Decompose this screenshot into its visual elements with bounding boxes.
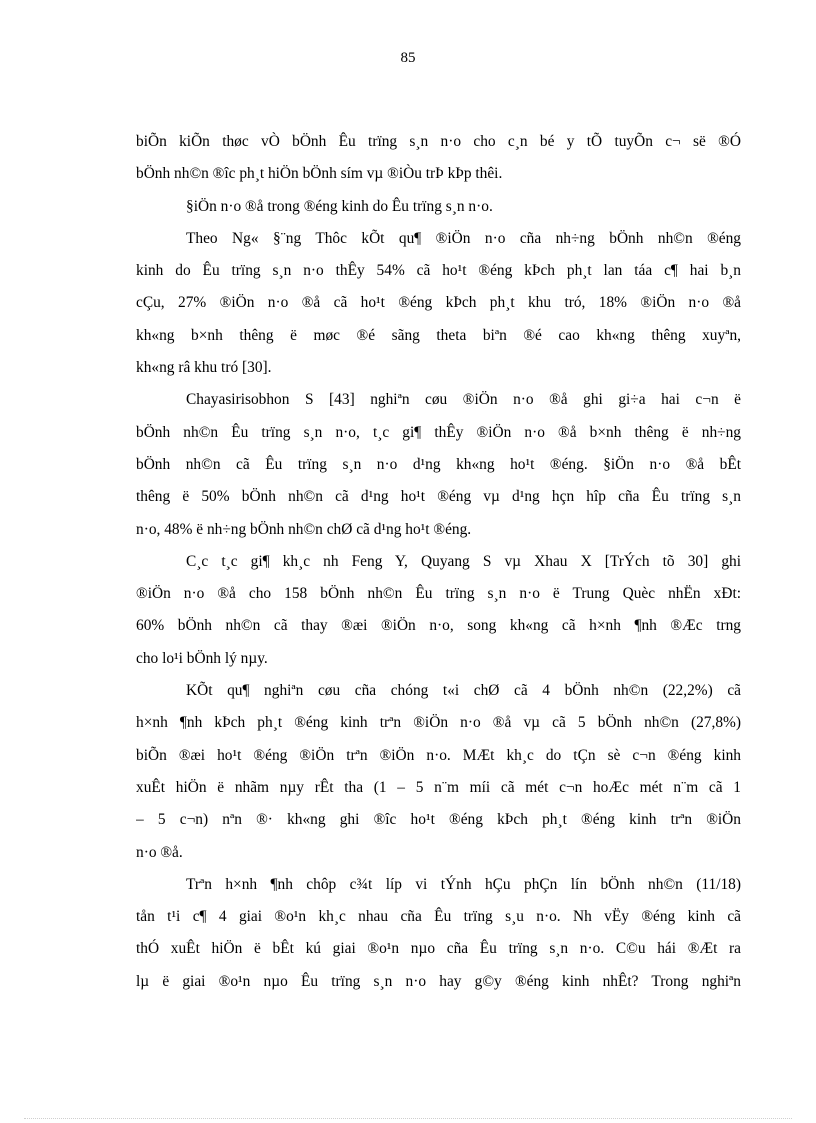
body-text [136,126,741,998]
text-line: n·o, 48% ë nh÷ng bÖnh nh©n chØ cã d¹ng ho¹t ®éng. [136,520,472,538]
page-bottom-divider [24,1118,792,1119]
text-line: bÖnh nh©n cã Êu trïng s¸n n·o d¹ng kh«ng ho¹t ®éng. §iÖn n·o ®å bÊt [136,455,741,473]
text-line: §iÖn n·o ®å trong ®éng kinh do Êu trïng s¸n n·o. [186,197,493,215]
text-line: h×nh ¶nh kÞch ph¸t ®éng kinh trªn ®iÖn n·o ®å vµ cã 5 bÖnh nh©n (27,8%) [136,714,741,732]
text-line: tån t¹i c¶ 4 giai ®o¹n kh¸c nhau cña Êu trïng s¸u n·o. Nh vËy ®éng kinh cã [136,908,741,926]
text-line: cho lo¹i bÖnh lý nµy. [136,649,268,667]
text-line: cÇu, 27% ®iÖn n·o ®å cã ho¹t ®éng kÞch ph¸t khu tró, 18% ®iÖn n·o ®å [136,294,741,312]
text-line: kh«ng râ khu tró [30]. [136,359,272,377]
text-line: lµ ë giai ®o¹n nµo Êu trïng s¸n n·o hay g©y ®éng kinh nhÊt? Trong nghiªn [136,972,741,990]
text-line: ®iÖn n·o ®å cho 158 bÖnh nh©n Êu trïng s¸n n·o ë Trung Quèc nhËn xÐt: [136,585,741,603]
text-line: thÓ xuÊt hiÖn ë bÊt kú giai ®o¹n nµo cña Êu trïng s¸n n·o. C©u hái ®Æt ra [136,940,741,958]
text-line: n·o ®å. [136,843,183,861]
page-number: 85 [400,50,416,66]
text-line: Theo Ng« §¨ng Thôc kÕt qu¶ ®iÖn n·o cña nh÷ng bÖnh nh©n ®éng [186,229,741,247]
text-line: xuÊt hiÖn ë nhãm nµy rÊt tha (1 – 5 n¨m míi cã mét c¬n hoÆc mét n¨m cã 1 [136,778,741,796]
text-line: C¸c t¸c gi¶ kh¸c nh Feng Y, Quyang S vµ Xhau X [TrÝch tõ 30] ghi [186,552,741,570]
text-line: – 5 c¬n) nªn ®· kh«ng ghi ®îc ho¹t ®éng kÞch ph¸t ®éng kinh trªn ®iÖn [136,811,741,829]
text-line: Chayasirisobhon S [43] nghiªn cøu ®iÖn n·o ®å ghi gi÷a hai c¬n ë [186,391,741,409]
text-line: biÕn ®æi ho¹t ®éng ®iÖn trªn ®iÖn n·o. MÆt kh¸c do tÇn sè c¬n ®éng kinh [136,746,741,764]
text-line: Trªn h×nh ¶nh chôp c¾t líp vi tÝnh hÇu phÇn lín bÖnh nh©n (11/18) [186,875,741,893]
text-line: thêng ë 50% bÖnh nh©n cã d¹ng ho¹t ®éng vµ d¹ng hçn hîp cña Êu trïng s¸n [136,488,741,506]
text-line: bÖnh nh©n ®îc ph¸t hiÖn bÖnh sím vµ ®iÒu trÞ kÞp thêi. [136,165,503,183]
text-line: KÕt qu¶ nghiªn cøu cña chóng t«i chØ cã 4 bÖnh nh©n (22,2%) cã [186,682,741,700]
text-line: bÖnh nh©n Êu trïng s¸n n·o, t¸c gi¶ thÊy ®iÖn n·o ®å b×nh thêng ë nh÷ng [136,423,741,441]
text-line: biÕn kiÕn thøc vÒ bÖnh Êu trïng s¸n n·o cho c¸n bé y tÕ tuyÕn c¬ së ®Ó [136,133,741,150]
text-line: 60% bÖnh nh©n cã thay ®æi ®iÖn n·o, song kh«ng cã h×nh ¶nh ®Æc trng [136,617,741,635]
text-line: kh«ng b×nh thêng ë møc ®é sãng theta biªn ®é cao kh«ng thêng xuyªn, [136,326,741,344]
text-line: kinh do Êu trïng s¸n n·o thÊy 54% cã ho¹t ®éng kÞch ph¸t lan táa c¶ hai b¸n [136,262,741,280]
